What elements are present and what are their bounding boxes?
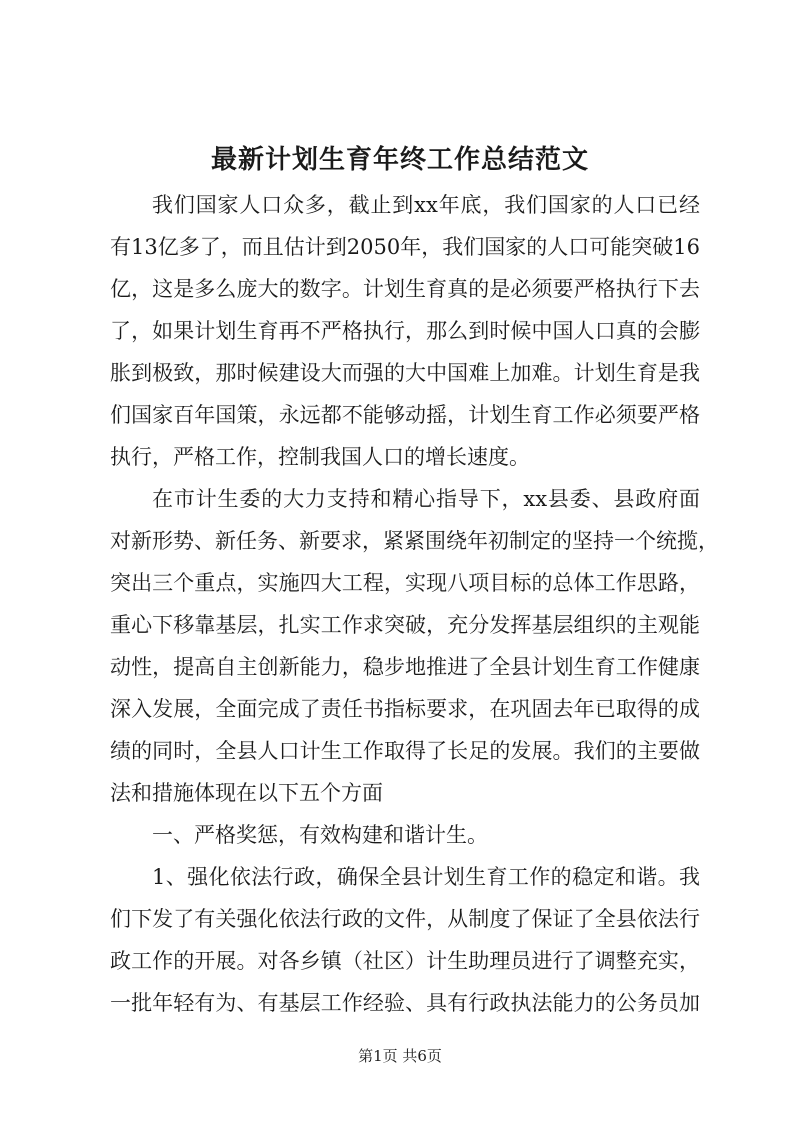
section-heading: 一、严格奖惩，有效构建和谐计生。 [152, 823, 488, 847]
paragraph-line: 执行，严格工作，控制我国人口的增长速度。 [110, 445, 530, 469]
paragraph-line: 们下发了有关强化依法行政的文件，从制度了保证了全县依法行 [110, 907, 700, 931]
paragraph-line: 1、强化依法行政，确保全县计划生育工作的稳定和谐。我 [152, 865, 700, 889]
page-footer: 第1页 共6页 [358, 1047, 442, 1065]
paragraph-line: 有13亿多了，而且估计到2050年，我们国家的人口可能突破16 [110, 235, 700, 259]
paragraph-line: 法和措施体现在以下五个方面 [110, 781, 383, 805]
document-title: 最新计划生育年终工作总结范文 [210, 145, 589, 175]
paragraph-line: 绩的同时，全县人口计生工作取得了长足的发展。我们的主要做 [110, 739, 700, 763]
paragraph-line: 政工作的开展。对各乡镇（社区）计生助理员进行了调整充实， [110, 949, 700, 973]
paragraph-line: 亿，这是多么庞大的数字。计划生育真的是必须要严格执行下去 [110, 277, 700, 301]
paragraph-line: 动性，提高自主创新能力，稳步地推进了全县计划生育工作健康 [110, 655, 700, 679]
paragraph-line: 们国家百年国策，永远都不能够动摇，计划生育工作必须要严格 [110, 403, 700, 427]
paragraph-line: 在市计生委的大力支持和精心指导下，xx县委、县政府面 [152, 487, 700, 511]
paragraph-line: 了，如果计划生育再不严格执行，那么到时候中国人口真的会膨 [110, 319, 700, 343]
paragraph-line: 胀到极致，那时候建设大而强的大中国难上加难。计划生育是我 [110, 361, 700, 385]
paragraph-line: 一批年轻有为、有基层工作经验、具有行政执法能力的公务员加 [110, 991, 700, 1015]
paragraph-line: 对新形势、新任务、新要求，紧紧围绕年初制定的坚持一个统揽， [110, 529, 719, 553]
paragraph-line: 重心下移靠基层，扎实工作求突破，充分发挥基层组织的主观能 [110, 613, 700, 637]
paragraph-line: 我们国家人口众多，截止到xx年底，我们国家的人口已经 [152, 193, 700, 217]
paragraph-line: 深入发展，全面完成了责任书指标要求，在巩固去年已取得的成 [110, 697, 700, 721]
paragraph-line: 突出三个重点，实施四大工程，实现八项目标的总体工作思路， [110, 571, 700, 595]
